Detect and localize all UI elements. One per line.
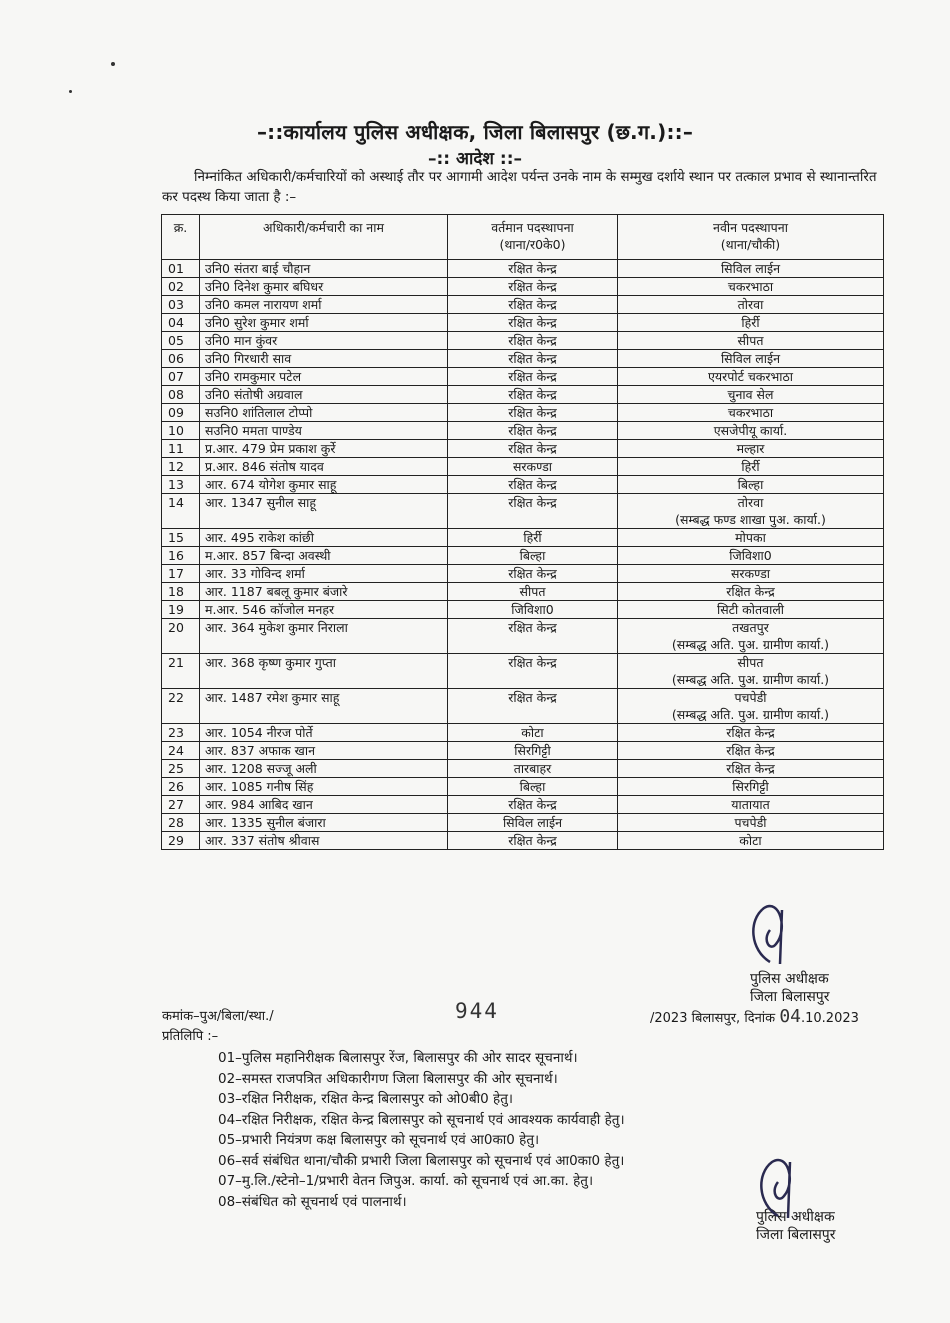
row-sn: 27 xyxy=(162,796,200,814)
table-row xyxy=(162,260,884,278)
row-sn: 10 xyxy=(162,422,200,440)
row-name: आर. 674 योगेश कुमार साहू xyxy=(200,476,448,494)
row-sn: 13 xyxy=(162,476,200,494)
row-current-posting: कोटा xyxy=(448,724,618,742)
row-current-posting: रक्षित केन्द्र xyxy=(448,494,618,529)
order-intro: निम्नांकित अधिकारी/कर्मचारियों को अस्थाई तौर पर आगामी आदेश पर्यन्त उनके नाम के सम्मुख दर्शाये स्थान पर तत्काल प्रभाव से स्थानान्तरित कर पदस्थ किया जाता है :– xyxy=(162,169,877,205)
row-new-posting xyxy=(618,278,884,296)
row-current-posting: रक्षित केन्द्र xyxy=(448,796,618,814)
table-header-row xyxy=(162,215,884,260)
table-row xyxy=(162,404,884,422)
row-sn: 14 xyxy=(162,494,200,529)
table-row xyxy=(162,422,884,440)
row-sn: 23 xyxy=(162,724,200,742)
row-new-posting xyxy=(618,601,884,619)
row-name: उनि0 कमल नारायण शर्मा xyxy=(200,296,448,314)
row-current-posting: रक्षित केन्द्र xyxy=(448,350,618,368)
table-row xyxy=(162,654,884,689)
row-name: आर. 33 गोविन्द शर्मा xyxy=(200,565,448,583)
row-sn: 28 xyxy=(162,814,200,832)
row-sn: 02 xyxy=(162,278,200,296)
copy-to-item: 01–पुलिस महानिरीक्षक बिलासपुर रेंज, बिलासपुर की ओर सादर सूचनार्थ। xyxy=(218,1050,578,1066)
row-new-posting-place: तोरवा xyxy=(737,297,764,312)
reference-number: 944 xyxy=(455,999,499,1023)
row-current-posting: हिर्री xyxy=(448,529,618,547)
table-row xyxy=(162,458,884,476)
row-new-posting-place: रक्षित केन्द्र xyxy=(726,761,775,776)
row-name: प्र.आर. 479 प्रेम प्रकाश कुर्रे xyxy=(200,440,448,458)
row-sn: 09 xyxy=(162,404,200,422)
row-new-posting xyxy=(618,260,884,278)
row-name: आर. 368 कृष्ण कुमार गुप्ता xyxy=(200,654,448,689)
signature-district: जिला बिलासपुर xyxy=(750,989,830,1005)
row-new-posting xyxy=(618,386,884,404)
row-sn: 11 xyxy=(162,440,200,458)
table-row xyxy=(162,583,884,601)
row-new-posting-place: बिल्हा xyxy=(737,477,764,492)
table-row xyxy=(162,547,884,565)
row-current-posting: रक्षित केन्द्र xyxy=(448,386,618,404)
reference-prefix: कमांक–पुअ/बिला/स्था./ xyxy=(162,1009,274,1024)
row-name: उनि0 संतोषी अग्रवाल xyxy=(200,386,448,404)
row-name: आर. 1187 बबलू कुमार बंजारे xyxy=(200,583,448,601)
row-name: सउनि0 ममता पाण्डेय xyxy=(200,422,448,440)
row-new-posting-place: सीपत xyxy=(737,333,764,348)
row-current-posting: सिरगिट्टी xyxy=(448,742,618,760)
reference-date-day: 04 xyxy=(779,1006,801,1027)
row-name: म.आर. 546 कॉजोल मनहर xyxy=(200,601,448,619)
row-new-posting-place: सरकण्डा xyxy=(730,566,771,581)
row-new-posting xyxy=(618,689,884,724)
row-current-posting: रक्षित केन्द्र xyxy=(448,689,618,724)
row-new-posting xyxy=(618,476,884,494)
table-row xyxy=(162,724,884,742)
row-attachment-note: (सम्बद्ध अति. पुअ. ग्रामीण कार्या.) xyxy=(671,637,830,652)
copy-to-item: 06–सर्व संबंधित थाना/चौकी प्रभारी जिला बिलासपुर को सूचनार्थ एवं आ0का0 हेतु। xyxy=(218,1152,625,1169)
row-sn: 29 xyxy=(162,832,200,850)
row-attachment-note: (सम्बद्ध अति. पुअ. ग्रामीण कार्या.) xyxy=(671,707,830,722)
col-new-header xyxy=(618,215,884,260)
row-sn: 15 xyxy=(162,529,200,547)
row-current-posting: रक्षित केन्द्र xyxy=(448,422,618,440)
copy-to-item: 07–मु.लि./स्टेनो–1/प्रभारी वेतन जिपुअ. कार्या. को सूचनार्थ एवं आ.का. हेतु। xyxy=(218,1173,594,1189)
row-new-posting-place: एयरपोर्ट चकरभाठा xyxy=(707,369,794,384)
row-new-posting-place: हिर्री xyxy=(741,459,760,474)
row-new-posting xyxy=(618,368,884,386)
copy-to-list xyxy=(218,1048,625,1212)
row-current-posting: बिल्हा xyxy=(448,778,618,796)
table-row xyxy=(162,778,884,796)
row-new-posting xyxy=(618,724,884,742)
row-new-posting-place: चकरभाठा xyxy=(727,405,774,420)
row-new-posting-place: सिटी कोतवाली xyxy=(716,602,785,617)
table-row xyxy=(162,689,884,724)
signature-designation: पुलिस अधीक्षक xyxy=(756,1209,835,1225)
row-sn: 25 xyxy=(162,760,200,778)
row-new-posting-place: पचपेडी xyxy=(734,815,767,830)
row-new-posting xyxy=(618,350,884,368)
row-sn: 20 xyxy=(162,619,200,654)
row-new-posting-place: तोरवा xyxy=(737,495,764,510)
table-row xyxy=(162,368,884,386)
table-row xyxy=(162,494,884,529)
row-name: उनि0 दिनेश कुमार बघिधर xyxy=(200,278,448,296)
row-current-posting: रक्षित केन्द्र xyxy=(448,260,618,278)
row-name: आर. 364 मुकेश कुमार निराला xyxy=(200,619,448,654)
table-row xyxy=(162,332,884,350)
row-new-posting-place: पचपेडी xyxy=(734,690,767,705)
signature-scribble xyxy=(750,1150,820,1220)
copy-to-item: 02–समस्त राजपत्रित अधिकारीगण जिला बिलासपुर की ओर सूचनार्थ। xyxy=(218,1070,558,1087)
table-row xyxy=(162,476,884,494)
row-new-posting-place: एसजेपीयू कार्या. xyxy=(713,423,788,438)
row-name: म.आर. 857 बिन्दा अवस्थी xyxy=(200,547,448,565)
row-new-posting xyxy=(618,440,884,458)
table-row xyxy=(162,440,884,458)
row-current-posting: रक्षित केन्द्र xyxy=(448,332,618,350)
row-new-posting xyxy=(618,314,884,332)
row-name: प्र.आर. 846 संतोष यादव xyxy=(200,458,448,476)
row-sn: 16 xyxy=(162,547,200,565)
row-name: उनि0 रामकुमार पटेल xyxy=(200,368,448,386)
row-attachment-note: (सम्बद्ध फण्ड शाखा पुअ. कार्या.) xyxy=(675,512,826,527)
transfer-table xyxy=(161,214,884,850)
signature-designation: पुलिस अधीक्षक xyxy=(750,971,829,987)
row-name: उनि0 गिरधारी साव xyxy=(200,350,448,368)
row-new-posting-place: सीपत xyxy=(737,655,764,670)
row-sn: 26 xyxy=(162,778,200,796)
row-current-posting: रक्षित केन्द्र xyxy=(448,278,618,296)
row-new-posting xyxy=(618,404,884,422)
reference-date-suffix: .10.2023 xyxy=(801,1011,859,1026)
col-current-header-line1: वर्तमान पदस्थापना xyxy=(491,220,574,235)
table-row xyxy=(162,565,884,583)
row-new-posting xyxy=(618,654,884,689)
row-sn: 21 xyxy=(162,654,200,689)
row-sn: 01 xyxy=(162,260,200,278)
row-current-posting: रक्षित केन्द्र xyxy=(448,832,618,850)
row-new-posting xyxy=(618,760,884,778)
table-row xyxy=(162,386,884,404)
row-new-posting xyxy=(618,583,884,601)
table-row xyxy=(162,601,884,619)
table-row xyxy=(162,814,884,832)
row-current-posting: रक्षित केन्द्र xyxy=(448,368,618,386)
office-title: –::कार्यालय पुलिस अधीक्षक, जिला बिलासपुर (छ.ग.)::– xyxy=(256,120,694,144)
row-current-posting: तारबाहर xyxy=(448,760,618,778)
row-current-posting: सरकण्डा xyxy=(448,458,618,476)
row-name: आर. 1487 रमेश कुमार साहू xyxy=(200,689,448,724)
row-sn: 19 xyxy=(162,601,200,619)
row-sn: 03 xyxy=(162,296,200,314)
row-new-posting xyxy=(618,422,884,440)
row-current-posting: रक्षित केन्द्र xyxy=(448,654,618,689)
copy-to-label: प्रतिलिपि :– xyxy=(162,1029,219,1044)
row-new-posting xyxy=(618,332,884,350)
row-name: आर. 1085 गनीष सिंह xyxy=(200,778,448,796)
row-current-posting: सीपत xyxy=(448,583,618,601)
row-new-posting-place: जिविशा0 xyxy=(729,548,772,563)
row-current-posting: रक्षित केन्द्र xyxy=(448,296,618,314)
row-new-posting-place: रक्षित केन्द्र xyxy=(726,584,775,599)
row-new-posting xyxy=(618,565,884,583)
row-new-posting-place: तखतपुर xyxy=(732,620,769,635)
scan-speck xyxy=(69,90,72,93)
row-new-posting-place: मोपका xyxy=(735,530,766,545)
row-new-posting-place: चकरभाठा xyxy=(727,279,774,294)
col-new-header-line1: नवीन पदस्थापना xyxy=(713,220,788,235)
row-sn: 17 xyxy=(162,565,200,583)
row-name: उनि0 सुरेश कुमार शर्मा xyxy=(200,314,448,332)
col-sn-header: क्र. xyxy=(162,215,200,260)
row-new-posting xyxy=(618,778,884,796)
row-sn: 08 xyxy=(162,386,200,404)
table-row xyxy=(162,314,884,332)
row-new-posting xyxy=(618,296,884,314)
row-current-posting: रक्षित केन्द्र xyxy=(448,476,618,494)
row-sn: 24 xyxy=(162,742,200,760)
signature-scribble xyxy=(740,900,810,970)
row-new-posting xyxy=(618,814,884,832)
row-current-posting: रक्षित केन्द्र xyxy=(448,440,618,458)
col-current-header xyxy=(448,215,618,260)
reference-date xyxy=(650,1006,859,1027)
row-new-posting-place: रक्षित केन्द्र xyxy=(726,743,775,758)
order-heading: –:: आदेश ::– xyxy=(428,149,522,169)
table-row xyxy=(162,350,884,368)
table-row xyxy=(162,619,884,654)
copy-to-item: 08–संबंधित को सूचनार्थ एवं पालनार्थ। xyxy=(218,1193,407,1210)
row-sn: 12 xyxy=(162,458,200,476)
row-new-posting xyxy=(618,796,884,814)
reference-date-prefix: /2023 बिलासपुर, दिनांक xyxy=(650,1011,776,1026)
row-attachment-note: (सम्बद्ध अति. पुअ. ग्रामीण कार्या.) xyxy=(671,672,830,687)
copy-to-item: 05–प्रभारी नियंत्रण कक्ष बिलासपुर को सूचनार्थ एवं आ0का0 हेतु। xyxy=(218,1132,540,1148)
row-new-posting xyxy=(618,529,884,547)
signature-block-2 xyxy=(756,1208,835,1244)
signature-block-1 xyxy=(750,970,829,1006)
row-new-posting-place: हिर्री xyxy=(741,315,760,330)
table-row xyxy=(162,278,884,296)
table-row xyxy=(162,529,884,547)
row-sn: 07 xyxy=(162,368,200,386)
scan-speck xyxy=(111,62,115,66)
col-new-header-line2: (थाना/चौकी) xyxy=(720,237,781,252)
row-new-posting-place: कोटा xyxy=(739,833,762,848)
row-current-posting: सिविल लाईन xyxy=(448,814,618,832)
row-name: आर. 1054 नीरज पोर्ते xyxy=(200,724,448,742)
copy-to-item: 04–रक्षित निरीक्षक, रक्षित केन्द्र बिलासपुर को सूचनार्थ एवं आवश्यक कार्यवाही हेतु। xyxy=(218,1111,625,1128)
row-sn: 18 xyxy=(162,583,200,601)
row-new-posting xyxy=(618,619,884,654)
table-row xyxy=(162,742,884,760)
row-name: आर. 837 अफाक खान xyxy=(200,742,448,760)
col-current-header-line2: (थाना/र0के0) xyxy=(499,237,566,252)
row-new-posting-place: सिविल लाईन xyxy=(720,261,781,276)
signature-district: जिला बिलासपुर xyxy=(756,1227,836,1243)
row-name: सउनि0 शांतिलाल टोप्पो xyxy=(200,404,448,422)
row-name: आर. 337 संतोष श्रीवास xyxy=(200,832,448,850)
row-name: आर. 984 आबिद खान xyxy=(200,796,448,814)
row-name: आर. 495 राकेश कांछी xyxy=(200,529,448,547)
row-new-posting xyxy=(618,458,884,476)
row-sn: 22 xyxy=(162,689,200,724)
row-sn: 05 xyxy=(162,332,200,350)
col-name-header: अधिकारी/कर्मचारी का नाम xyxy=(200,215,448,260)
row-current-posting: रक्षित केन्द्र xyxy=(448,619,618,654)
copy-to-item: 03–रक्षित निरीक्षक, रक्षित केन्द्र बिलासपुर को ओ0बी0 हेतु। xyxy=(218,1091,514,1107)
row-new-posting-place: सिविल लाईन xyxy=(720,351,781,366)
row-new-posting-place: मल्हार xyxy=(736,441,765,456)
row-new-posting xyxy=(618,547,884,565)
row-name: उनि0 संतरा बाई चौहान xyxy=(200,260,448,278)
row-new-posting-place: यातायात xyxy=(731,797,770,812)
row-sn: 06 xyxy=(162,350,200,368)
row-name: आर. 1335 सुनील बंजारा xyxy=(200,814,448,832)
row-new-posting-place: चुनाव सेल xyxy=(727,387,774,402)
row-current-posting: रक्षित केन्द्र xyxy=(448,565,618,583)
row-current-posting: रक्षित केन्द्र xyxy=(448,314,618,332)
row-name: आर. 1347 सुनील साहू xyxy=(200,494,448,529)
table-row xyxy=(162,832,884,850)
row-name: उनि0 मान कुंवर xyxy=(200,332,448,350)
row-sn: 04 xyxy=(162,314,200,332)
row-new-posting xyxy=(618,494,884,529)
row-new-posting-place: सिरगिट्टी xyxy=(732,779,769,794)
row-new-posting-place: रक्षित केन्द्र xyxy=(726,725,775,740)
table-row xyxy=(162,796,884,814)
row-name: आर. 1208 सज्जू अली xyxy=(200,760,448,778)
row-current-posting: बिल्हा xyxy=(448,547,618,565)
row-current-posting: जिविशा0 xyxy=(448,601,618,619)
table-row xyxy=(162,296,884,314)
row-current-posting: रक्षित केन्द्र xyxy=(448,404,618,422)
table-row xyxy=(162,760,884,778)
row-new-posting xyxy=(618,742,884,760)
row-new-posting xyxy=(618,832,884,850)
